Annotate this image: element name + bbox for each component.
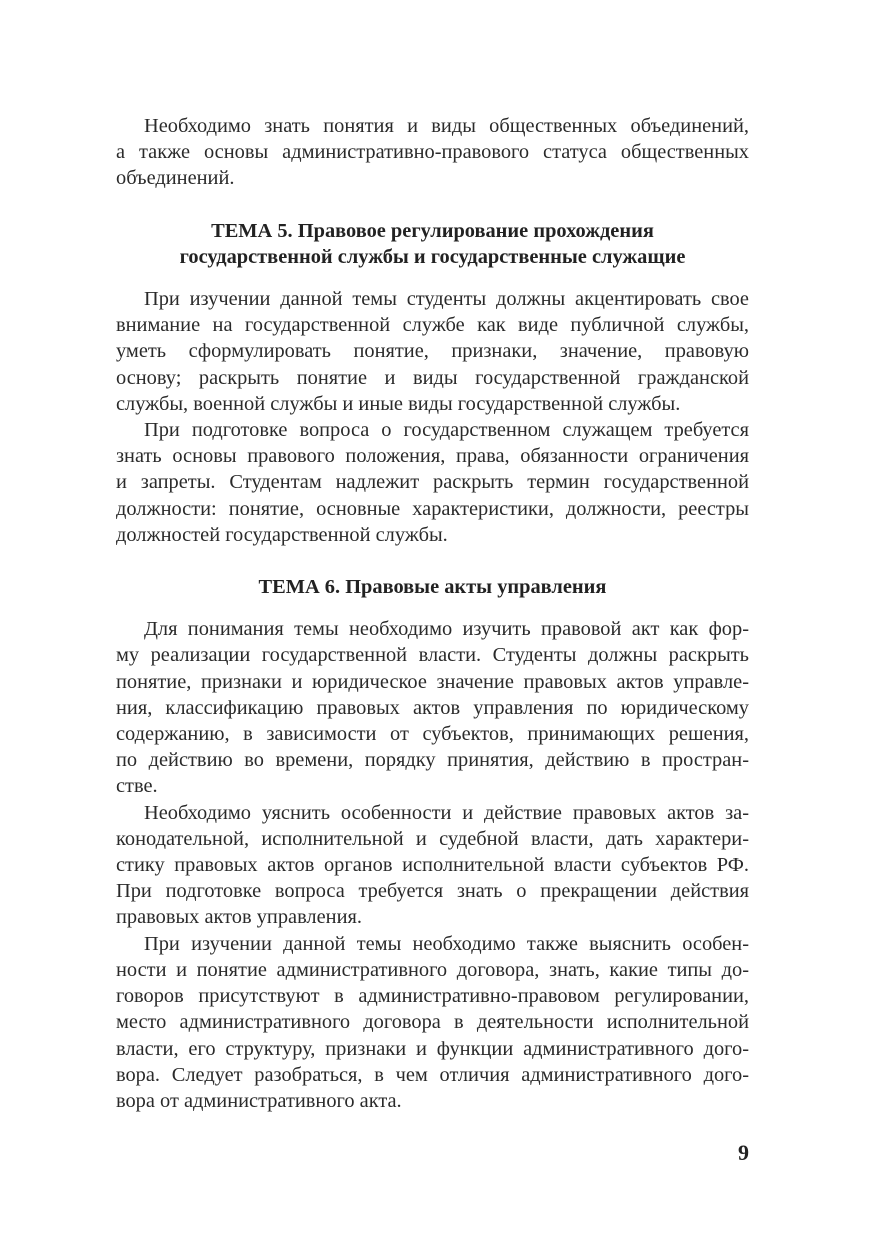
intro-line: объединений. xyxy=(116,167,235,190)
page-number: 9 xyxy=(738,1140,749,1165)
paragraph-line: Необходимо уяснить особенности и действие правовых актов за- xyxy=(144,801,749,824)
paragraph-line: Для понимания темы необходимо изучить правовой акт как фор- xyxy=(144,618,749,641)
paragraph-line: стве. xyxy=(116,775,158,798)
topic5-paragraph-2 xyxy=(116,417,749,548)
topic5-heading xyxy=(116,218,749,270)
paragraph-line: должностей государственной службы. xyxy=(116,523,448,546)
paragraph-line: место административного договора в деятельности исполнительной xyxy=(116,1011,749,1034)
page-content xyxy=(116,113,749,1114)
topic6-heading-line: ТЕМА 6. Правовые акты управления xyxy=(258,576,607,599)
topic6-heading xyxy=(116,574,749,600)
paragraph-line: конодательной, исполнительной и судебной власти, дать характери- xyxy=(116,827,749,850)
topic5-heading-line: ТЕМА 5. Правовое регулирование прохождения xyxy=(211,219,654,242)
paragraph-line: власти, его структуру, признаки и функции административного дого- xyxy=(116,1037,749,1060)
paragraph-line: вора от административного акта. xyxy=(116,1089,402,1112)
paragraph-line: понятие, признаки и юридическое значение правовых актов управле- xyxy=(116,670,749,693)
paragraph-line: При изучении данной темы студенты должны акцентировать свое xyxy=(144,288,749,311)
paragraph-line: говоров присутствуют в административно-правовом регулировании, xyxy=(116,985,749,1008)
topic6-paragraph-1 xyxy=(116,616,749,799)
topic6-paragraph-2 xyxy=(116,800,749,931)
paragraph-line: вора. Следует разобраться, в чем отличия административного дого- xyxy=(116,1063,749,1086)
paragraph-line: знать основы правового положения, права, обязанности ограничения xyxy=(116,445,749,468)
topic6-paragraph-3 xyxy=(116,931,749,1114)
intro-line: а также основы административно-правового статуса общественных xyxy=(116,141,749,164)
paragraph-line: основу; раскрыть понятие и виды государственной гражданской xyxy=(116,366,749,389)
paragraph-line: уметь сформулировать понятие, признаки, значение, правовую xyxy=(116,340,749,363)
paragraph-line: содержанию, в зависимости от субъектов, принимающих решения, xyxy=(116,723,749,746)
paragraph-line: службы, военной службы и иные виды государственной службы. xyxy=(116,392,681,415)
topic5-paragraph-1 xyxy=(116,286,749,417)
paragraph-line: ния, классификацию правовых актов управления по юридическому xyxy=(116,696,749,719)
paragraph-line: правовых актов управления. xyxy=(116,906,362,929)
paragraph-line: стику правовых актов органов исполнительной власти субъектов РФ. xyxy=(116,854,749,877)
paragraph-line: ности и понятие административного договора, знать, какие типы до- xyxy=(116,958,749,981)
paragraph-line: му реализации государственной власти. Студенты должны раскрыть xyxy=(116,644,749,667)
paragraph-line: и запреты. Студентам надлежит раскрыть термин государственной xyxy=(116,471,749,494)
paragraph-line: по действию во времени, порядку принятия, действию в простран- xyxy=(116,749,749,772)
paragraph-line: должности: понятие, основные характеристики, должности, реестры xyxy=(116,497,749,520)
paragraph-line: При подготовке вопроса требуется знать о прекращении действия xyxy=(116,880,749,903)
paragraph-line: При изучении данной темы необходимо также выяснить особен- xyxy=(144,932,749,955)
paragraph-line: При подготовке вопроса о государственном служащем требуется xyxy=(144,419,749,442)
paragraph-line: внимание на государственной службе как виде публичной службы, xyxy=(116,314,749,337)
intro-paragraph xyxy=(116,113,749,192)
intro-line: Необходимо знать понятия и виды общественных объединений, xyxy=(144,115,749,137)
topic5-heading-line: государственной службы и государственные служащие xyxy=(179,245,686,268)
